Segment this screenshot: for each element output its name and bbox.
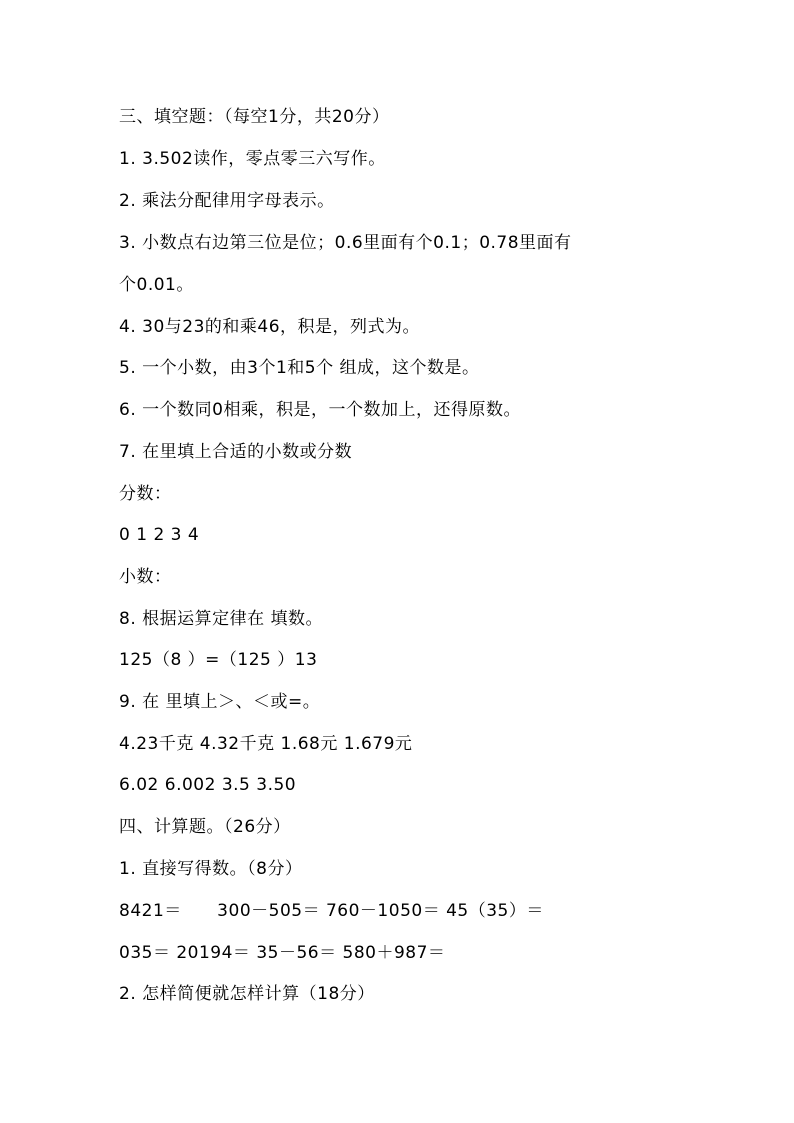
question-7: 7. 在里填上合适的小数或分数 <box>119 442 353 462</box>
question-6: 6. 一个数同0相乘，积是，一个数加上，还得原数。 <box>119 400 521 420</box>
fraction-label: 分数： <box>119 484 172 504</box>
calc-row-2: 035＝ 20194＝ 35－56＝ 580＋987＝ <box>119 943 446 963</box>
question-1: 1. 3.502读作，零点零三六写作。 <box>119 149 386 169</box>
question-9-row-2: 6.02 6.002 3.5 3.50 <box>119 775 297 795</box>
question-5: 5. 一个小数，由3个1和5个 组成，这个数是。 <box>119 358 480 378</box>
question-8-expression: 125（8 ）=（125 ）13 <box>119 650 318 670</box>
calc-question-1: 1. 直接写得数。（8分） <box>119 859 303 879</box>
question-4: 4. 30与23的和乘46，积是，列式为。 <box>119 317 421 337</box>
number-line-ticks: 0 1 2 3 4 <box>119 525 200 545</box>
decimal-label: 小数： <box>119 567 172 587</box>
question-8: 8. 根据运算定律在 填数。 <box>119 609 324 629</box>
calc-row-1: 8421＝ 300－505＝ 760－1050＝ 45（35）＝ <box>119 901 544 921</box>
calc-question-2: 2. 怎样简便就怎样计算（18分） <box>119 984 375 1004</box>
question-9: 9. 在 里填上＞、＜或=。 <box>119 692 321 712</box>
question-2: 2. 乘法分配律用字母表示。 <box>119 191 335 211</box>
question-3-continued: 个0.01。 <box>119 275 194 295</box>
question-9-row-1: 4.23千克 4.32千克 1.68元 1.679元 <box>119 734 413 754</box>
section-4-heading: 四、计算题。（26分） <box>119 817 291 837</box>
section-3-heading: 三、填空题：（每空1分，共20分） <box>119 107 390 127</box>
question-3: 3. 小数点右边第三位是位；0.6里面有个0.1；0.78里面有 <box>119 233 572 253</box>
